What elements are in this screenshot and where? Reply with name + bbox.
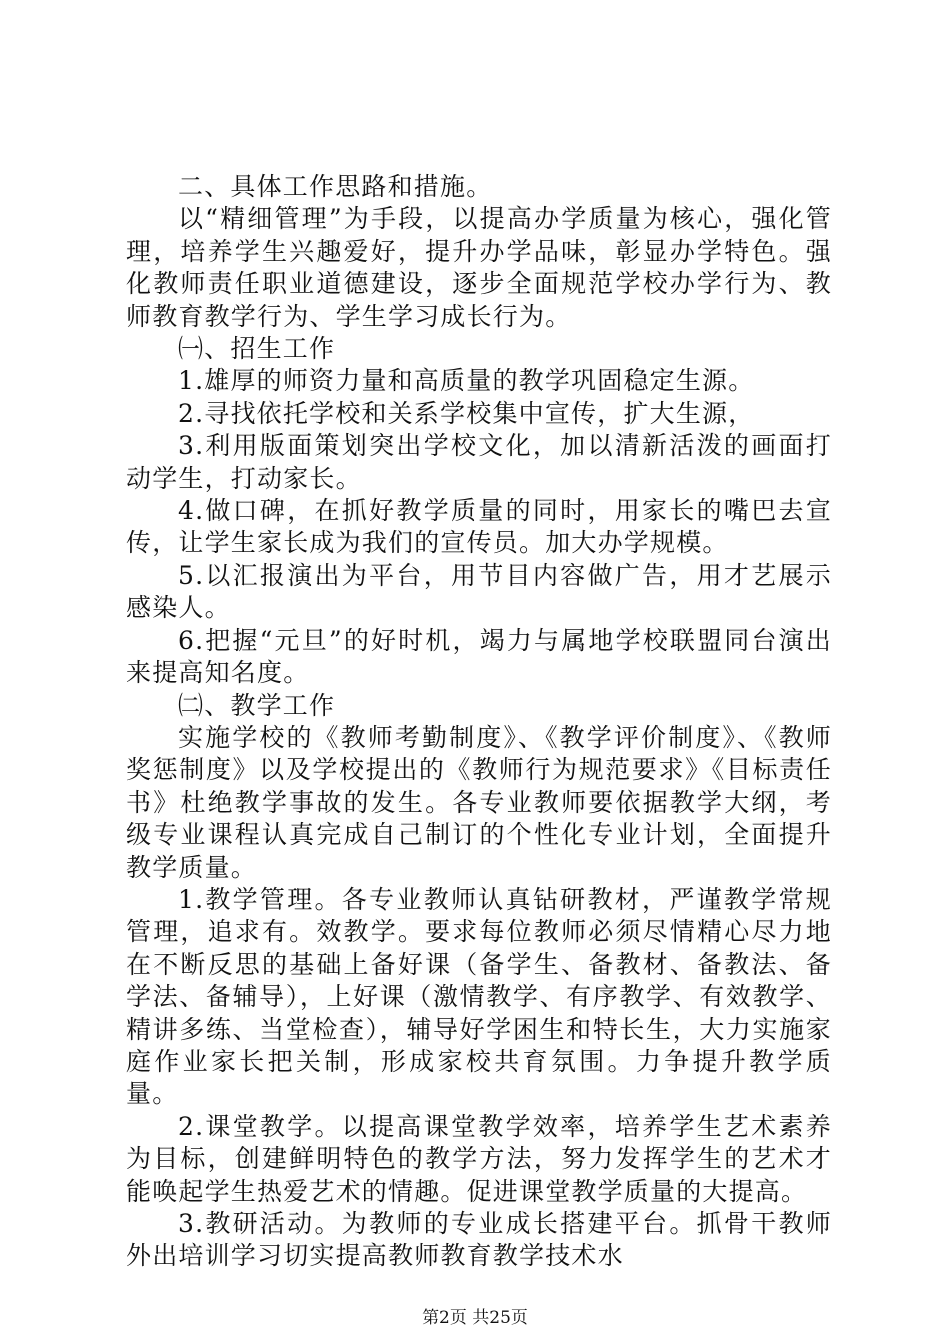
list-item: 1.教学管理。各专业教师认真钻研教材，严谨教学常规管理，追求有。效教学。要求每位教师必须尽情精心尽力地在不断反思的基础上备好课（备学生、备教材、备教法、备学法、备辅导），上好课（激情教学、有序教学、有效教学、精讲多练、当堂检查），辅导好学困生和特长生，大力实施家庭作业家长把关制，形成家校共育氛围。力争提升教学质量。 <box>126 884 832 1109</box>
list-item: 5.以汇报演出为平台，用节目内容做广告，用才艺展示感染人。 <box>126 560 832 623</box>
list-item: 3.利用版面策划突出学校文化，加以清新活泼的画面打动学生，打动家长。 <box>126 431 832 493</box>
document-body <box>126 171 832 1273</box>
subsection-heading: ㈠、招生工作 <box>178 334 336 364</box>
list-item: 2.寻找依托学校和关系学校集中宣传，扩大生源， <box>178 398 755 428</box>
section-heading: 二、具体工作思路和措施。 <box>178 172 493 201</box>
list-item: 2.课堂教学。以提高课堂教学效率，培养学生艺术素养为目标，创建鲜明特色的教学方法，努力发挥学生的艺术才能唤起学生热爱艺术的情趣。促进课堂教学质量的大提高。 <box>126 1111 832 1206</box>
paragraph: 实施学校的《教师考勤制度》、《教学评价制度》、《教师奖惩制度》以及学校提出的《教师行为规范要求》《目标责任书》杜绝教学事故的发生。各专业教师要依据教学大纲，考级专业课程认真完成自己制订的个性化专业计划，全面提升教学质量。 <box>126 722 832 882</box>
list-item: 3.教研活动。为教师的专业成长搭建平台。抓骨干教师外出培训学习切实提高教师教育教学技术水 <box>126 1209 832 1271</box>
list-item: 1.雄厚的师资力量和高质量的教学巩固稳定生源。 <box>178 366 755 396</box>
paragraph: 以“精细管理”为手段，以提高办学质量为核心，强化管理，培养学生兴趣爱好，提升办学品味，彰显办学特色。强化教师责任职业道德建设，逐步全面规范学校办学行为、教师教育教学行为、学生学习成长行为。 <box>126 204 832 331</box>
list-item: 4.做口碑，在抓好教学质量的同时，用家长的嘴巴去宣传，让学生家长成为我们的宣传员。加大办学规模。 <box>126 496 832 558</box>
list-item: 6.把握“元旦”的好时机，竭力与属地学校联盟同台演出来提高知名度。 <box>126 625 832 688</box>
page-number: 第2页 共25页 <box>422 1308 528 1328</box>
subsection-heading: ㈡、教学工作 <box>178 690 336 720</box>
